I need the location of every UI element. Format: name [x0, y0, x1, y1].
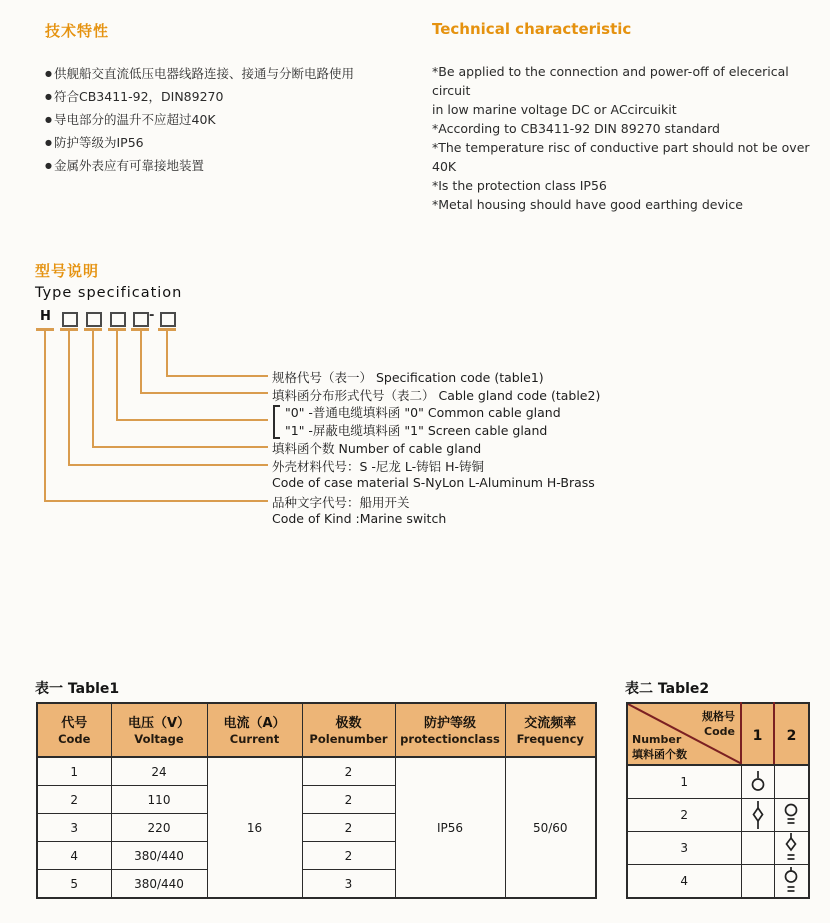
cell-protection-merged: IP56	[395, 757, 505, 898]
table1-header-voltage	[111, 703, 207, 757]
cell-code: 2	[37, 786, 111, 814]
cell-code: 4	[37, 842, 111, 870]
code-box-3	[110, 312, 126, 327]
connector-line	[44, 331, 46, 502]
code-label-en: Code	[704, 725, 735, 738]
gland-symbol-diamond-stem-legs-icon	[781, 833, 801, 863]
gland-symbol-diamond-stems-icon	[748, 800, 768, 830]
spec-label-case-material-en: Code of case material S-NyLon L-Aluminum H-Brass	[272, 475, 595, 490]
table2-header-code-label	[702, 708, 735, 738]
connector-line	[92, 446, 268, 448]
code-label-cn: 规格号	[702, 710, 735, 723]
tech-cn-bullet: ● 导电部分的温升不应超过40K	[45, 108, 435, 131]
cell-symbol	[774, 865, 809, 899]
header-en: Polenumber	[309, 731, 388, 746]
cell-symbol-empty	[741, 865, 774, 899]
tech-cn-bullets	[45, 62, 435, 177]
header-en: protectionclass	[400, 731, 500, 746]
code-box-4	[133, 312, 149, 327]
spec-label-cable-gland-code: 填料函分布形式代号（表二） Cable gland code (table2)	[272, 388, 601, 403]
tech-cn-bullet: ● 符合CB3411-92，DIN89270	[45, 85, 435, 108]
cell-pole: 2	[302, 842, 395, 870]
table1-header-polenumber	[302, 703, 395, 757]
table2-row	[627, 799, 809, 832]
cell-symbol	[774, 832, 809, 865]
number-label-en: Number	[632, 733, 682, 746]
table1-header-current	[207, 703, 302, 757]
header-en: Code	[58, 731, 91, 746]
table2-row	[627, 832, 809, 865]
spec-label-common-gland: "0" -普通电缆填料函 "0" Common cable gland	[285, 405, 561, 420]
table2	[626, 702, 810, 899]
tech-en-line: *Metal housing should have good earthing device	[432, 197, 743, 212]
tech-cn-bullet: ● 防护等级为IP56	[45, 131, 435, 154]
table2-header-diagonal-cell	[627, 703, 741, 765]
type-spec-title-en: Type specification	[35, 285, 183, 301]
tech-en-line: *The temperature risc of conductive part should not be over	[432, 140, 810, 155]
connector-line	[92, 331, 94, 448]
cell-pole: 2	[302, 757, 395, 786]
spec-label-case-material-cn: 外壳材料代号：S -尼龙 L-铸铝 H-铸铜	[272, 459, 485, 474]
tech-cn-bullet: ● 金属外表应有可靠接地装置	[45, 154, 435, 177]
table1	[36, 702, 597, 899]
col2-label: 2	[786, 727, 797, 744]
connector-line	[44, 500, 268, 502]
cell-pole: 2	[302, 786, 395, 814]
gland-symbol-circle-stem-legs-icon	[781, 866, 801, 896]
table2-header-col2	[774, 703, 809, 765]
table2-row	[627, 865, 809, 899]
tech-cn-title: 技术特性	[45, 22, 110, 40]
cell-voltage: 24	[111, 757, 207, 786]
tech-en-lines	[432, 62, 828, 214]
cell-symbol-empty	[741, 832, 774, 865]
spec-label-number-of-gland: 填料函个数 Number of cable gland	[272, 441, 482, 456]
header-en: Voltage	[134, 731, 184, 746]
cell-symbol	[774, 799, 809, 832]
code-box-1	[62, 312, 78, 327]
col1-label: 1	[752, 727, 763, 744]
number-label-cn: 填料函个数	[632, 748, 687, 761]
option-bracket	[273, 405, 280, 439]
cell-frequency-merged: 50/60	[505, 757, 596, 898]
cell-code: 5	[37, 870, 111, 899]
cell-pole: 2	[302, 814, 395, 842]
connector-line	[68, 464, 268, 466]
connector-line	[116, 331, 118, 421]
header-cn: 电压（V）	[127, 715, 191, 731]
cell-code: 3	[37, 814, 111, 842]
type-code-prefix: H	[40, 309, 51, 324]
connector-line	[166, 331, 168, 377]
cell-gland-number: 2	[627, 799, 741, 832]
cell-gland-number: 3	[627, 832, 741, 865]
tech-en-line: in low marine voltage DC or ACcircuikit	[432, 102, 677, 117]
cell-symbol	[741, 765, 774, 799]
cell-voltage: 220	[111, 814, 207, 842]
code-dash: -	[149, 308, 155, 323]
table2-row	[627, 765, 809, 799]
connector-line	[68, 331, 70, 466]
cell-symbol-empty	[774, 765, 809, 799]
cell-gland-number: 1	[627, 765, 741, 799]
table1-header-row	[37, 703, 596, 757]
tech-en-line: 40K	[432, 159, 457, 174]
table2-header-col1	[741, 703, 774, 765]
header-en: Frequency	[516, 731, 584, 746]
header-cn: 防护等级	[423, 715, 476, 731]
connector-line	[116, 419, 268, 421]
table1-header-protectionclass	[395, 703, 505, 757]
cell-voltage: 380/440	[111, 870, 207, 899]
spec-label-screen-gland: "1" -屏蔽电缆填料函 "1" Screen cable gland	[285, 423, 548, 438]
table1-title: 表一 Table1	[35, 681, 120, 697]
cell-gland-number: 4	[627, 865, 741, 899]
cell-current-merged: 16	[207, 757, 302, 898]
tech-en-title: Technical characteristic	[432, 20, 632, 38]
tech-en-section	[432, 20, 631, 38]
tech-en-line: *Is the protection class IP56	[432, 178, 607, 193]
table1-header-frequency	[505, 703, 596, 757]
tech-cn-section	[45, 20, 109, 41]
header-en: Current	[229, 731, 280, 746]
header-cn: 电流（A）	[223, 715, 286, 731]
table1-row	[37, 757, 596, 786]
gland-symbol-circle-legs-icon	[781, 802, 801, 828]
table2-header-number-label	[632, 731, 687, 761]
spec-label-kind-code-cn: 品种文字代号：船用开关	[272, 495, 410, 510]
cell-code: 1	[37, 757, 111, 786]
spec-label-specification-code: 规格代号（表一） Specification code (table1)	[272, 370, 544, 385]
connector-line	[140, 331, 142, 394]
spec-label-kind-code-en: Code of Kind :Marine switch	[272, 511, 447, 526]
cell-voltage: 380/440	[111, 842, 207, 870]
table2-title: 表二 Table2	[625, 681, 710, 697]
cell-pole: 3	[302, 870, 395, 899]
tech-en-line: *Be applied to the connection and power-off of elecerical circuit	[432, 64, 789, 98]
header-cn: 极数	[335, 715, 362, 731]
code-box-2	[86, 312, 102, 327]
header-cn: 交流频率	[524, 715, 577, 731]
cell-voltage: 110	[111, 786, 207, 814]
connector-line	[166, 375, 268, 377]
code-box-5	[160, 312, 176, 327]
cell-symbol	[741, 799, 774, 832]
header-cn: 代号	[61, 715, 88, 731]
tech-en-line: *According to CB3411-92 DIN 89270 standard	[432, 121, 720, 136]
table1-header-code	[37, 703, 111, 757]
type-spec-title-cn: 型号说明	[35, 262, 100, 280]
table2-header-row	[627, 703, 809, 765]
tech-cn-bullet: ● 供舰船交直流低压电器线路连接、接通与分断电路使用	[45, 62, 435, 85]
connector-line	[140, 392, 268, 394]
gland-symbol-circle-stem-top-icon	[748, 769, 768, 795]
